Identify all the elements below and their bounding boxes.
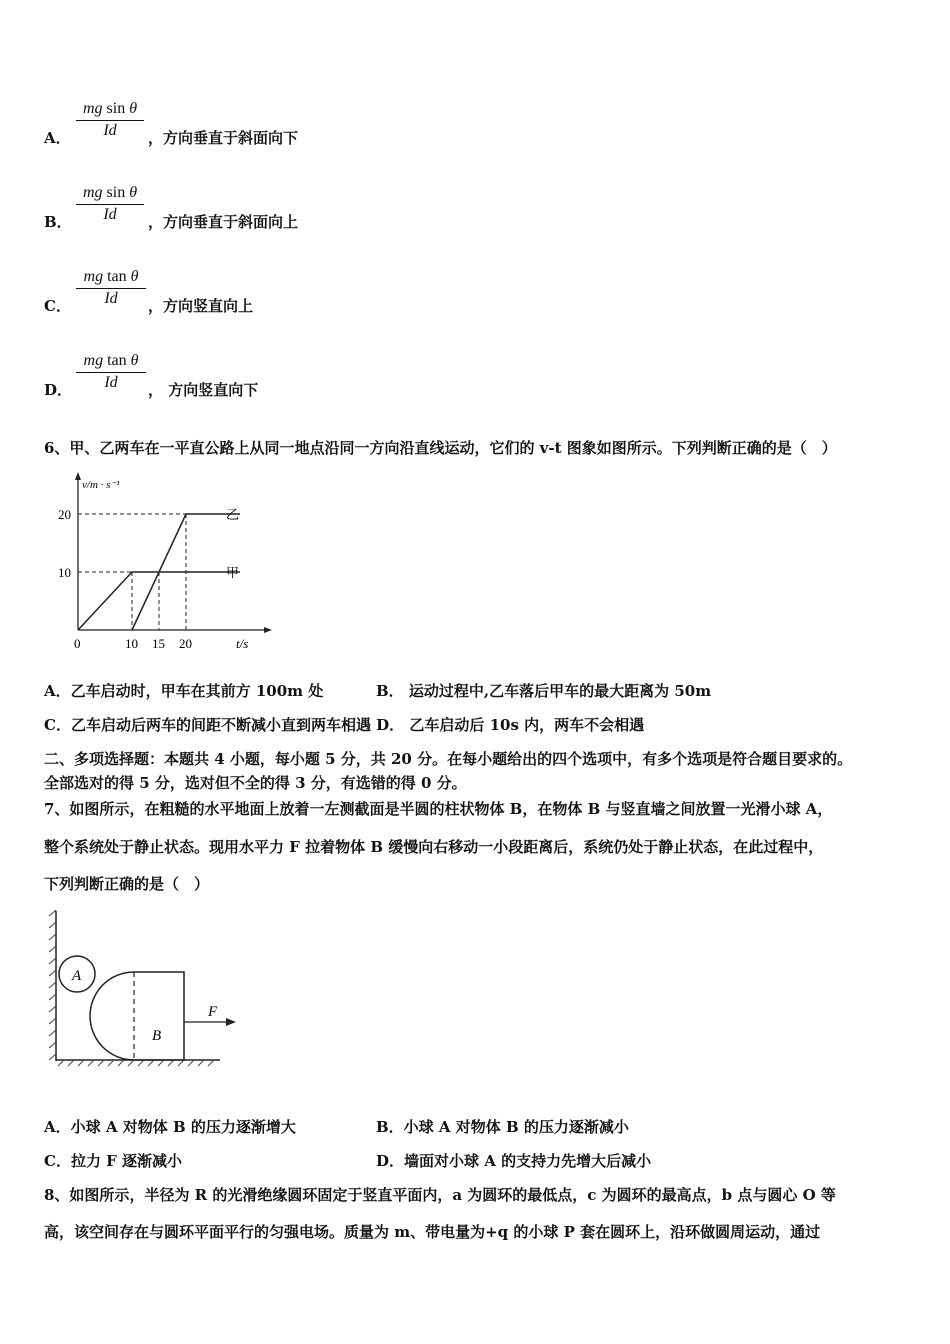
q7-line2: 整个系统处于静止状态。现用水平力 F 拉着物体 B 缓慢向右移动一小段距离后，系统仍处于静止状态，在此过程中，	[44, 838, 824, 856]
option-text: ， 方向竖直向下	[148, 381, 259, 399]
option-letter: B．	[44, 213, 72, 231]
chart-layer	[58, 472, 272, 651]
series-label: 甲	[226, 565, 240, 580]
section2-line1: 二、多项选择题：本题共 4 小题，每小题 5 分，共 20 分。在每小题给出的四个选项中，有多个选项是符合题目要求的。	[44, 750, 853, 768]
series-label: 乙	[226, 507, 240, 522]
x-tick-label: 15	[152, 636, 165, 651]
q6-option-b: B． 运动过程中,乙车落后甲车的最大距离为 50m	[376, 682, 712, 700]
option-letter: D．	[44, 381, 73, 399]
x-tick-label: 20	[179, 636, 192, 651]
fraction: mg sin θ Id	[76, 100, 144, 140]
option-text: ，方向竖直向上	[148, 297, 254, 315]
force-label: F	[208, 1004, 218, 1020]
q6-option-cd: C．乙车启动后两车的间距不断减小直到两车相遇 D． 乙车启动后 10s 内，两车不会相遇	[44, 716, 645, 734]
y-tick-label: 10	[58, 565, 71, 580]
y-axis-arrow	[75, 472, 81, 480]
ground-hatch	[58, 1060, 214, 1066]
fraction: mg sin θ Id	[76, 184, 144, 224]
q7-option-d: D．墙面对小球 A 的支持力先增大后减小	[376, 1152, 652, 1170]
fraction: mg tan θ Id	[76, 268, 146, 308]
q7-option-b: B．小球 A 对物体 B 的压力逐渐减小	[376, 1118, 629, 1136]
fraction: mg tan θ Id	[76, 352, 146, 392]
q6-option-a: A．乙车启动时，甲车在其前方 100m 处	[44, 682, 324, 700]
vt-chart	[50, 472, 280, 662]
x-tick-label: 0	[74, 636, 81, 651]
x-tick-label: 10	[125, 636, 138, 651]
force-arrow-head	[226, 1018, 236, 1026]
y-axis-label: v/m · s⁻¹	[82, 479, 120, 491]
q7-option-a: A．小球 A 对物体 B 的压力逐渐增大	[44, 1118, 296, 1136]
option-letter: A．	[44, 129, 71, 147]
q8-line1: 8、如图所示，半径为 R 的光滑绝缘圆环固定于竖直平面内，a 为圆环的最低点，c 为圆环的最高点，b 点与圆心 O 等	[44, 1186, 836, 1204]
q7-figure	[44, 906, 254, 1071]
wall-hatch	[49, 910, 56, 1060]
option-letter: C．	[44, 297, 71, 315]
ball-a-label: A	[72, 968, 82, 984]
q6-stem: 6、甲、乙两车在一平直公路上从同一地点沿同一方向沿直线运动，它们的 v-t 图象如图所示。下列判断正确的是（ ）	[44, 439, 837, 457]
x-axis-arrow	[264, 627, 272, 633]
q8-line2: 高，该空间存在与圆环平面平行的匀强电场。质量为 m、带电量为+q 的小球 P 套在圆环上，沿环做圆周运动，通过	[44, 1223, 821, 1241]
x-axis-label: t/s	[236, 636, 249, 651]
y-tick-label: 20	[58, 507, 71, 522]
q7-option-c: C．拉力 F 逐渐减小	[44, 1152, 183, 1170]
block-b-label: B	[152, 1028, 162, 1044]
option-text: ，方向垂直于斜面向上	[148, 213, 299, 231]
q7-line3: 下列判断正确的是（ ）	[44, 875, 210, 893]
option-text: ，方向垂直于斜面向下	[148, 129, 299, 147]
section2-line2: 全部选对的得 5 分，选对但不全的得 3 分，有选错的得 0 分。	[44, 774, 467, 792]
q7-line1: 7、如图所示，在粗糙的水平地面上放着一左测截面是半圆的柱状物体 B，在物体 B 与竖直墙之间放置一光滑小球 A，	[44, 800, 833, 818]
block-b-shape	[90, 972, 184, 1060]
